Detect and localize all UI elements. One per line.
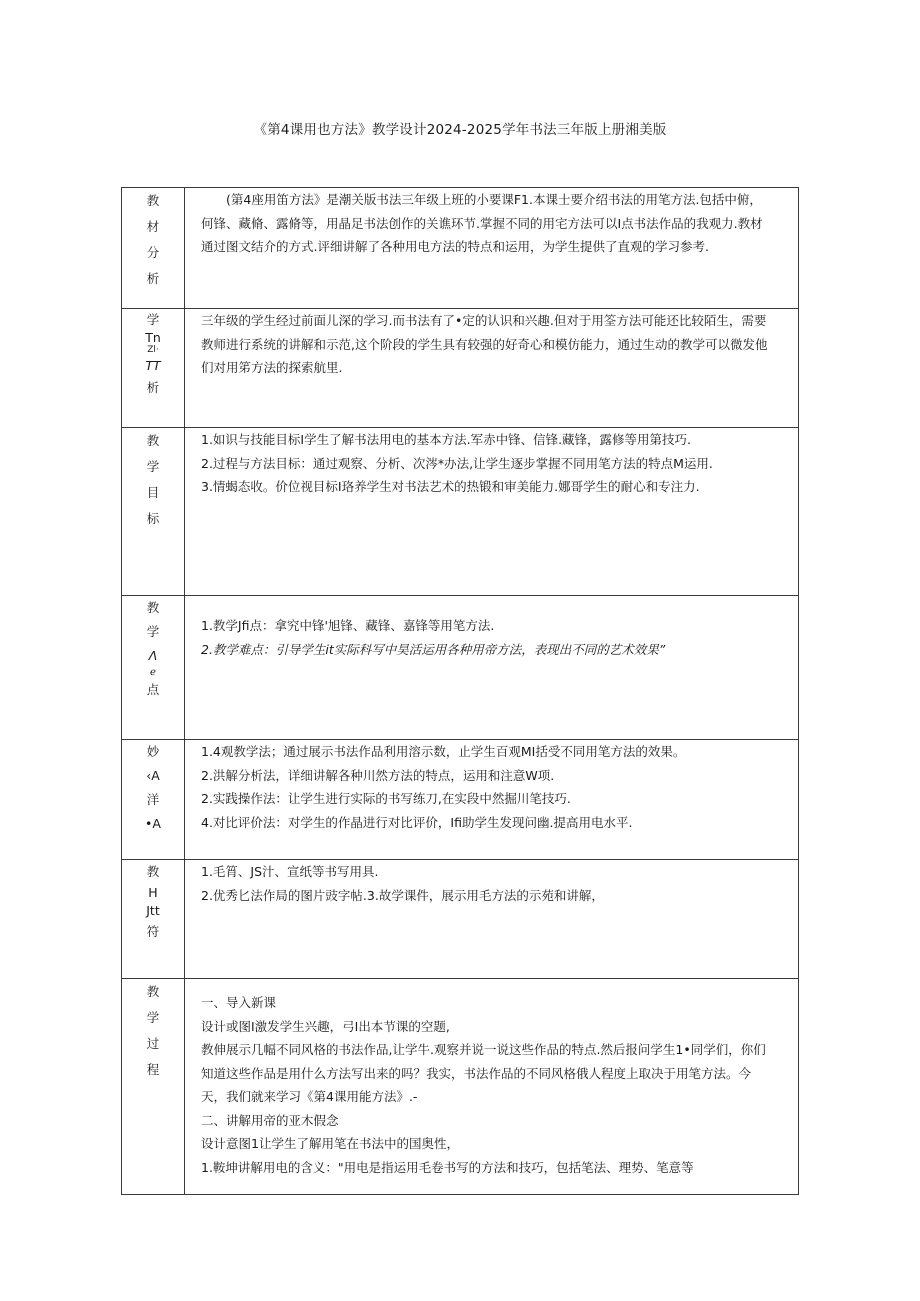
label-char: ‹A xyxy=(146,768,160,783)
row-content xyxy=(185,596,799,740)
label-char: 标 xyxy=(146,511,160,526)
label-char: 目 xyxy=(146,485,160,500)
row-key-difficult-points xyxy=(122,596,799,740)
paragraph: 一、导入新课 xyxy=(201,995,277,1010)
label-char: 材 xyxy=(146,219,160,234)
paragraph: 2.洪解分析法，详细讲解各种川然方法的特点，运用和注意W项. xyxy=(201,767,555,783)
paragraph: 1.毛筲、JS汁、宣纸等书写用具. xyxy=(201,864,379,879)
paragraph: (第4座用笛方法》是潮关版书法三年级上班的小要课F1.本课士要介绍书法的用笔方法.包括中俯，何锋、藏脩、露脩等，用晶足书法创作的关谯环节.掌握不同的用宅方法可以I点书法作品的我观力.教材通过图文结介的方式.评细讲解了各种用电方法的特点和运用，为学生提供了直观的学习参考. xyxy=(201,192,763,254)
row-label xyxy=(122,309,185,428)
label-char: 分 xyxy=(146,245,160,260)
label-char: 程 xyxy=(146,1062,160,1077)
row-label xyxy=(122,596,185,740)
row-label xyxy=(122,979,185,1195)
row-label xyxy=(122,860,185,979)
paragraph: 4.对比评价法：对学生的作晶进行对比评价，Ifi助学生发现问幽.提高用电水平. xyxy=(201,814,633,830)
paragraph: 二、讲解用帝的亚木假念 xyxy=(201,1112,339,1128)
label-char: 学 xyxy=(146,459,160,474)
row-content xyxy=(185,860,799,979)
document-title: 《第4课用也方法》教学设计2024-2025学年书法三年版上册湘美版 xyxy=(253,122,667,138)
paragraph: 1.教学Jfi点：拿究中锋'旭锋、藏锋、嘉锋等用笔方法. xyxy=(201,618,495,633)
paragraph: 3.情蝎态收。价位视目标I珞养学生对书法艺术的热锻和审美能力.娜哥学生的耐心和专注力. xyxy=(201,479,700,494)
lesson-plan-table xyxy=(121,187,799,1195)
label-char: 过 xyxy=(146,1036,160,1051)
row-label xyxy=(122,188,185,309)
paragraph: 1.鞍坤讲解用电的含义："用电是指运用毛卷书写的方法和技巧，包括笔法、理势、笔意等 xyxy=(201,1159,694,1175)
paragraph: 三年级的学生经过前面儿深的学习.而书法有了•定的认识和兴趣.但对于用筌方法可能还比较陌生，需要教师进行系统的讲解和示范,这个阶段的学生具有较强的好奇心和模仿能力，通过生动的教学可以微发他们对用笫方法的探索航里. xyxy=(201,313,768,375)
label-char: 妙 xyxy=(146,744,160,759)
label-char: 点 xyxy=(146,682,160,697)
label-char: Tn xyxy=(145,330,161,345)
paragraph: 2.过程与方法目标：通过观察、分析、次涔*办法,让学生逐步掌握不同用笔方法的特点M运用. xyxy=(201,455,713,471)
row-content xyxy=(185,428,799,596)
label-char: 教 xyxy=(146,433,160,448)
row-teaching-process xyxy=(122,979,799,1195)
label-char: 符 xyxy=(146,924,160,939)
row-content xyxy=(185,979,799,1195)
row-teaching-materials xyxy=(122,860,799,979)
paragraph: 设计意图1让学生了解用笔在书法中的国奥性， xyxy=(201,1136,459,1151)
label-char: 洋 xyxy=(146,792,160,807)
label-char: 教 xyxy=(146,864,160,879)
row-teaching-methods xyxy=(122,740,799,860)
label-char: 教 xyxy=(146,193,160,208)
label-char: 教 xyxy=(146,984,160,999)
label-char: Jtt xyxy=(146,903,160,918)
paragraph: 设计或图I激发学生兴趣，弓I出本节课的空题, xyxy=(201,1018,450,1034)
paragraph: 1.4观教学法；通过展示书法作品利用溶示数，止学生百观MI括受不同用笔方法的效果。 xyxy=(201,744,686,759)
row-student-analysis xyxy=(122,309,799,428)
row-content xyxy=(185,740,799,860)
row-label xyxy=(122,428,185,596)
label-char: H xyxy=(148,885,158,900)
label-char: TT xyxy=(145,358,161,373)
row-content xyxy=(185,188,799,309)
row-content xyxy=(185,309,799,428)
paragraph: 2.教学难点：引导学生it实际科写中昊活运用各种用帝方法，表现出不同的艺术效果” xyxy=(201,641,666,657)
row-teaching-goals xyxy=(122,428,799,596)
row-label xyxy=(122,740,185,860)
label-char: 教 xyxy=(146,600,160,615)
paragraph: 教伸展示几幅不同风格的书法作品,让学牛.观察并说一说这些作品的特点.然后报问学生1•同学们，你们知道这些作品是用什么方法写出来的吗？我实，书法作品的不同风格俄人程度上取决于用笔方法。今天，我们就来学习《第4课用能方法》.- xyxy=(201,1042,766,1104)
label-char: Λ xyxy=(148,648,158,663)
label-char: 析 xyxy=(146,271,160,286)
label-char: 学 xyxy=(146,624,160,639)
paragraph: 2.优秀匕法作局的图片豉字帖.3.故学课件，展示用毛方法的示苑和讲解， xyxy=(201,887,604,903)
label-char: •A xyxy=(145,816,161,831)
label-char: ℯ xyxy=(150,667,156,678)
paragraph: 1.如识与技能目标I学生了解书法用电的基本方法.军赤中锋、信锋.藏锋，露修等用第技巧. xyxy=(201,432,692,447)
label-char: Zl· xyxy=(147,345,159,355)
label-char: 析 xyxy=(146,380,160,395)
label-char: 学 xyxy=(146,312,160,327)
row-textbook-analysis xyxy=(122,188,799,309)
paragraph: 2.实践操作法：让学生进行实际的书写练刀,在实段中然掘川笔技巧. xyxy=(201,791,571,806)
label-char: 学 xyxy=(146,1010,160,1025)
